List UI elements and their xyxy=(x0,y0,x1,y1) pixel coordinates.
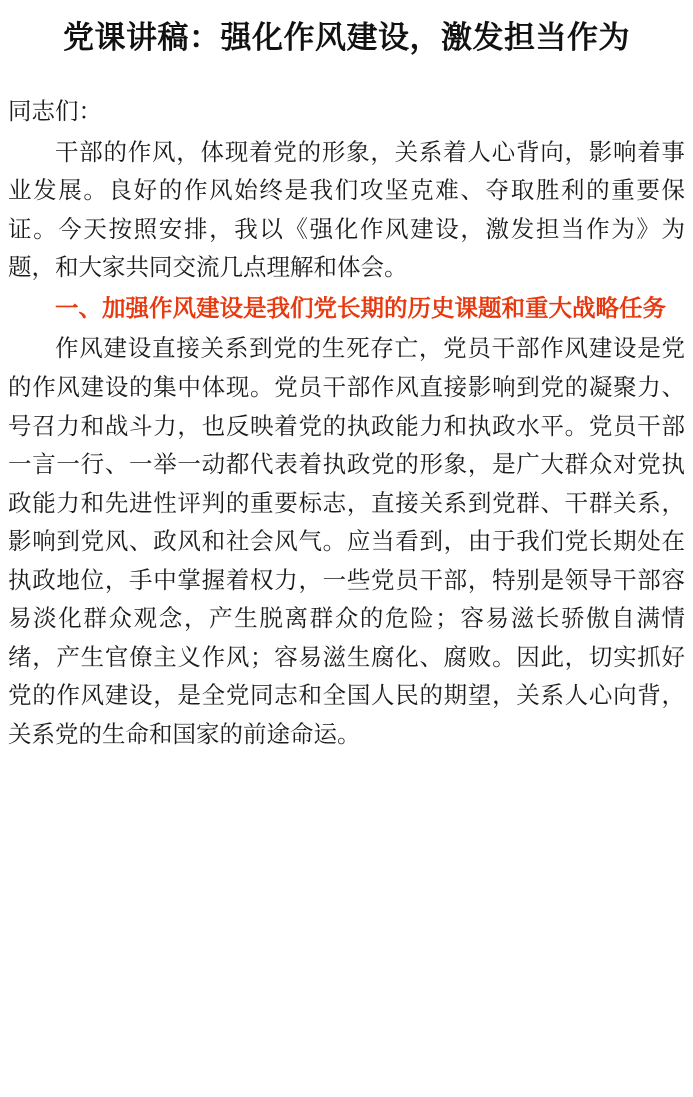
salutation-paragraph: 同志们： xyxy=(8,98,102,125)
section-heading-one: 一、加强作风建设是我们党长期的历史课题和重大战略任务 xyxy=(55,294,666,321)
page-title: 党课讲稿：强化作风建设，激发担当作为 xyxy=(63,20,630,55)
section-one-body-paragraph: 作风建设直接关系到党的生死存亡，党员干部作风建设是党的作风建设的集中体现。党员干部作风直接影响到党的凝聚力、号召力和战斗力，也反映着党的执政能力和执政水平。党员干部一言一行、一举一动都代表着执政党的形象，是广大群众对党执政能力和先进性评判的重要标志，直接关系到党群、干群关系，影响到党风、政风和社会风气。应当看到，由于我们党长期处在执政地位，手中掌握着权力，一些党员干部，特别是领导干部容易淡化群众观念，产生脱离群众的危险；容易滋长骄傲自满情绪，产生官僚主义作风；容易滋生腐化、腐败。因此，切实抓好党的作风建设，是全党同志和全国人民的期望，关系人心向背，关系党的生命和国家的前途命运。 xyxy=(8,335,685,747)
intro-paragraph: 干部的作风，体现着党的形象，关系着人心背向，影响着事业发展。良好的作风始终是我们攻坚克难、夺取胜利的重要保证。今天按照安排，我以《强化作风建设，激发担当作为》为题，和大家共同交流几点理解和体会。 xyxy=(8,138,685,281)
